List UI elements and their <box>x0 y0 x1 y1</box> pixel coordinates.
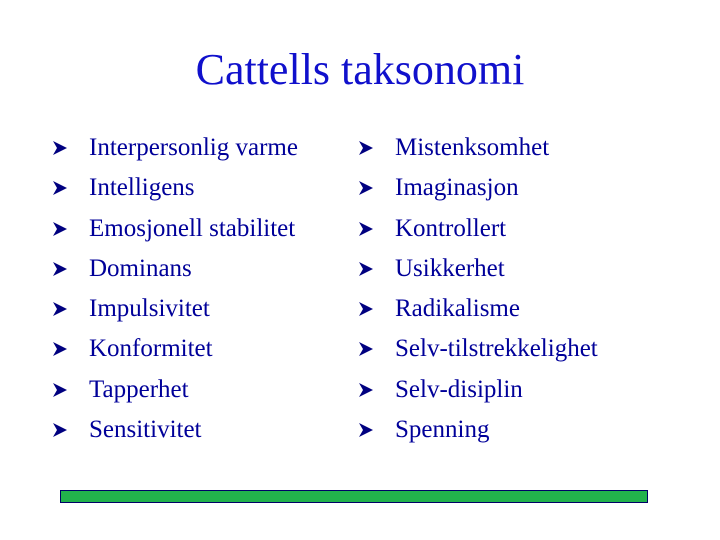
list-item-label: Radikalisme <box>395 295 520 323</box>
arrowhead-bullet-icon <box>52 422 68 438</box>
arrowhead-bullet-icon <box>52 180 68 196</box>
arrowhead-bullet-icon <box>52 301 68 317</box>
arrowhead-bullet-icon <box>52 341 68 357</box>
list-item-label: Imaginasjon <box>395 174 519 202</box>
arrowhead-bullet-icon <box>358 140 374 156</box>
list-item-label: Mistenksomhet <box>395 134 550 161</box>
arrowhead-bullet-icon <box>52 140 68 156</box>
list-item-label: Tapperhet <box>89 375 189 403</box>
list-item-label: Kontrollert <box>395 214 507 242</box>
list-item-label: Intelligens <box>89 174 195 202</box>
list-item-label: Selv-disiplin <box>395 375 523 403</box>
arrowhead-bullet-icon <box>358 382 374 398</box>
arrowhead-bullet-icon <box>358 221 374 237</box>
arrowhead-bullet-icon <box>358 341 374 357</box>
list-item-label: Emosjonell stabilitet <box>89 214 296 242</box>
arrowhead-bullet-icon <box>358 422 374 438</box>
list-item-label: Konformitet <box>89 335 213 363</box>
arrowhead-bullet-icon <box>52 221 68 237</box>
list-item-label: Spenning <box>395 416 490 444</box>
arrowhead-bullet-icon <box>52 261 68 277</box>
list-item-label: Usikkerhet <box>395 254 505 282</box>
arrowhead-bullet-icon <box>358 261 374 277</box>
slide-title: Cattells taksonomi <box>195 45 525 94</box>
list-item-label: Impulsivitet <box>89 295 210 323</box>
arrowhead-bullet-icon <box>358 301 374 317</box>
list-item-label: Selv-tilstrekkelighet <box>395 335 598 363</box>
arrowhead-bullet-icon <box>52 382 68 398</box>
list-item-label: Sensitivitet <box>89 416 202 444</box>
list-item-label: Interpersonlig varme <box>89 134 298 161</box>
arrowhead-bullet-icon <box>358 180 374 196</box>
footer-bar <box>60 490 648 503</box>
list-item-label: Dominans <box>89 254 192 282</box>
